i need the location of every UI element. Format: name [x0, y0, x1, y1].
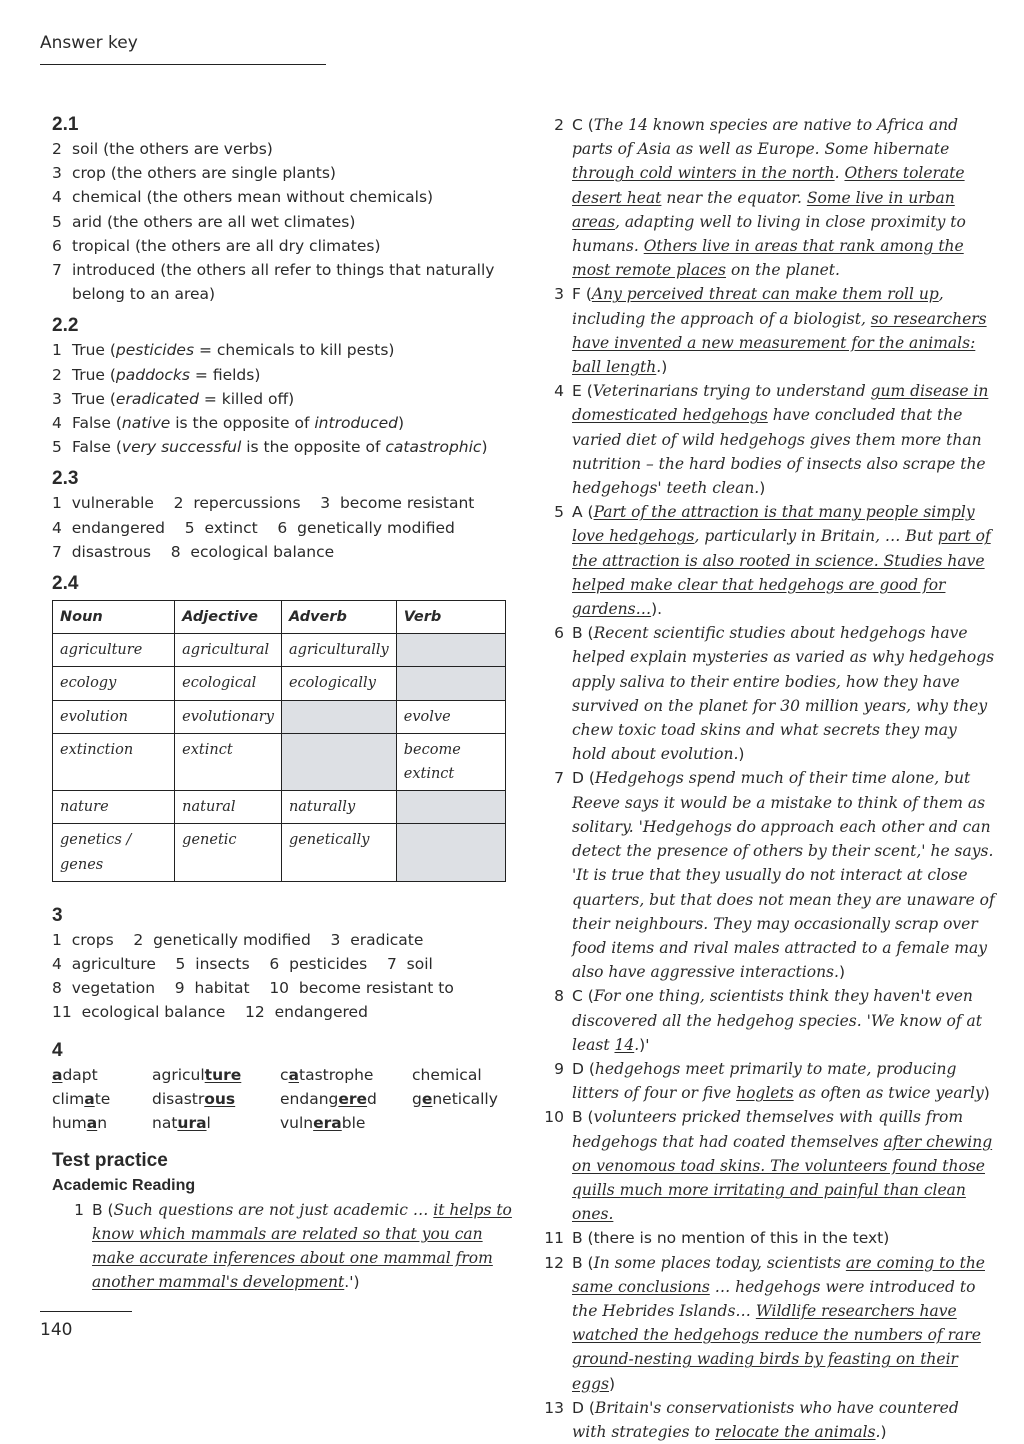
table-cell — [281, 700, 396, 733]
item-text: False (native is the opposite of introduced) — [72, 414, 405, 433]
item-number: 2 — [52, 140, 62, 158]
answer-text: D (Hedgehogs spend much of their time alone, but Reeve says it would be a mistake to think of them as solitary. 'Hedgehogs do approach each other and can detect the presence of others by their scent,' he says. 'It is true that they usually do not interact at close quarters, but that does not mean they are unaware of their neighbours. They may occasionally scrap over food items and rival males attracted to a female may also have aggressive interactions.) — [572, 769, 995, 982]
item-text: True (pesticides = chemicals to kill pests) — [72, 341, 395, 360]
table-cell: genetic — [175, 824, 282, 881]
answer-item — [530, 621, 995, 766]
header-rule — [40, 64, 326, 65]
answer-text: D (hedgehogs meet primarily to mate, producing litters of four or five hoglets as often as twice yearly) — [572, 1059, 990, 1103]
answer-item — [530, 113, 995, 282]
table-header-row — [53, 601, 506, 634]
answer-number: 12 — [544, 1253, 564, 1272]
item-text: soil (the others are verbs) — [72, 140, 273, 158]
list-item — [52, 137, 512, 161]
item-text: chemical (the others mean without chemicals) — [72, 188, 434, 207]
list-item — [52, 435, 512, 459]
left-column — [52, 113, 512, 1295]
table-cell: ecology — [53, 667, 175, 700]
answer-number: 8 — [554, 987, 564, 1006]
answer-number: 4 — [554, 382, 564, 401]
answer-item — [530, 766, 995, 984]
table-cell: nature — [53, 791, 175, 824]
stress-word: agriculture — [152, 1065, 242, 1084]
stress-word: climate — [52, 1089, 111, 1108]
stress-word: chemical — [412, 1065, 482, 1084]
answer-line: 8 vegetation 9 habitat 10 become resistant to — [52, 979, 454, 998]
answer-text: E (Veterinarians trying to understand gum disease in domesticated hedgehogs have concluded that the varied diet of wild hedgehogs gives them more than nutrition – the hard bodies of insects also scrape the hedgehogs' teeth clean.) — [572, 382, 989, 498]
answer-letter: B ( — [92, 1200, 114, 1219]
table-cell: naturally — [281, 791, 396, 824]
stress-word: adapt — [52, 1065, 98, 1084]
item-number: 4 — [52, 188, 62, 207]
table-cell: extinct — [175, 733, 282, 790]
item-text: False (very successful is the opposite of catastrophic) — [72, 438, 488, 457]
table-cell: agriculture — [53, 634, 175, 667]
list-item — [52, 234, 512, 258]
item-text: crop (the others are single plants) — [72, 164, 336, 183]
word-forms-table — [52, 600, 506, 882]
answer-line: 4 agriculture 5 insects 6 pesticides 7 soil — [52, 955, 433, 974]
answer-item — [530, 1251, 995, 1396]
table-cell: agriculturally — [281, 634, 396, 667]
table-cell: genetics / genes — [53, 824, 175, 881]
answer-item — [530, 1057, 995, 1105]
item-text: arid (the others are all wet climates) — [72, 212, 356, 231]
list-item — [52, 338, 512, 362]
column-header: Verb — [396, 601, 505, 634]
answer-item — [530, 984, 995, 1057]
answer-list — [52, 338, 512, 459]
answer-number: 1 — [74, 1200, 84, 1219]
answer-item — [530, 1105, 995, 1226]
item-number: 3 — [52, 164, 62, 183]
list-item — [52, 363, 512, 387]
table-row — [53, 634, 506, 667]
answer-item — [530, 282, 995, 379]
table-cell: extinction — [53, 733, 175, 790]
table-row — [53, 733, 506, 790]
table-cell — [396, 824, 505, 881]
answer-list — [52, 137, 512, 306]
answer-text: C (For one thing, scientists think they haven't even discovered all the hedgehog species. 'We know of at least 14.)' — [572, 987, 983, 1054]
answer-item — [530, 1396, 995, 1444]
answer-text: B (In some places today, scientists are coming to the same conclusions … hedgehogs were introduced to the Hebrides Islands… Wildlife researchers have watched the hedgehogs reduce the numbers of rare ground-nesting wading birds by feasting on their eggs) — [572, 1253, 985, 1393]
answer-line: 1 crops 2 genetically modified 3 eradicate — [52, 930, 424, 949]
table-cell: evolution — [53, 700, 175, 733]
item-number: 3 — [52, 389, 62, 408]
stress-word-grid — [52, 1063, 512, 1136]
table-cell: agricultural — [175, 634, 282, 667]
section-2-3 — [52, 467, 512, 564]
answer-number: 5 — [554, 503, 564, 522]
table-row — [53, 791, 506, 824]
answer-line: 1 vulnerable 2 repercussions 3 become resistant — [52, 494, 475, 513]
column-header: Adverb — [281, 601, 396, 634]
stress-word — [412, 1111, 512, 1135]
table-row — [53, 700, 506, 733]
item-number: 6 — [52, 236, 62, 255]
section-title: 2.2 — [52, 315, 79, 337]
answer-number: 2 — [554, 116, 564, 134]
column-header: Noun — [53, 601, 175, 634]
answer-text: B (volunteers pricked themselves with quills from hedgehogs that had coated themselves after chewing on venomous toad skins. The volunteers found those quills much more irritating and painful than clean ones. — [572, 1108, 993, 1224]
table-cell: evolve — [396, 700, 505, 733]
section-title: 2.4 — [52, 573, 79, 595]
stress-word: endangered — [280, 1089, 377, 1108]
list-item — [52, 185, 512, 209]
stress-word: genetically — [412, 1089, 498, 1108]
section-3 — [52, 904, 512, 1025]
item-text: True (paddocks = fields) — [72, 365, 261, 384]
section-title: 4 — [52, 1039, 63, 1061]
list-item — [52, 161, 512, 185]
answer-number: 13 — [544, 1398, 564, 1417]
answer-number: 10 — [544, 1108, 564, 1127]
column-header: Adjective — [175, 601, 282, 634]
table-cell — [396, 634, 505, 667]
section-4 — [52, 1039, 512, 1136]
section-2-4 — [52, 572, 512, 882]
section-2-1 — [52, 113, 512, 306]
answer-text: A (Part of the attraction is that many people simply love hedgehogs, particularly in Britain, … But part of the attraction is also rooted in science. Studies have helped make clear that hedgehogs are good for gardens…). — [572, 503, 991, 619]
answer-number: 9 — [554, 1059, 564, 1078]
item-number: 2 — [52, 365, 62, 384]
table-row — [53, 667, 506, 700]
table-cell: become extinct — [396, 733, 505, 790]
answer-number: 6 — [554, 624, 564, 643]
answer-number: 7 — [554, 769, 564, 788]
test-practice-subtitle: Academic Reading — [52, 1176, 196, 1194]
answer-line: 7 disastrous 8 ecological balance — [52, 542, 335, 561]
answer-text: B (there is no mention of this in the text) — [572, 1229, 890, 1248]
answer-quote: Such questions are not just academic … — [113, 1200, 434, 1219]
answer-line: 11 ecological balance 12 endangered — [52, 1003, 368, 1022]
test-practice-title: Test practice — [52, 1150, 168, 1172]
section-title: 3 — [52, 904, 63, 926]
answer-end: .') — [344, 1273, 360, 1292]
stress-word: vulnerable — [280, 1114, 366, 1133]
answer-quote-underlined: it helps to know which mammals are related so that you can make accurate inferences about one mammal from another mammal's development — [92, 1200, 512, 1292]
table-cell — [396, 667, 505, 700]
table-cell: genetically — [281, 824, 396, 881]
footer-rule — [40, 1311, 132, 1312]
answer-number: 3 — [554, 285, 564, 304]
answer-text: B (Recent scientific studies about hedgehogs have helped explain mysteries as varied as why hedgehogs apply saliva to their entire bodies, how they have survived on the planet for 30 million years, why they chew toxic toad skins and what secrets they may hold about evolution.) — [572, 624, 995, 764]
stress-word: human — [52, 1114, 108, 1133]
item-number: 1 — [52, 341, 62, 360]
answers-list — [530, 113, 995, 1444]
table-row — [53, 824, 506, 881]
stress-word: natural — [152, 1114, 211, 1133]
running-header: Answer key — [40, 33, 138, 53]
item-text: introduced (the others all refer to things that naturally belong to an area) — [72, 261, 495, 304]
section-title: 2.3 — [52, 468, 79, 490]
item-text: tropical (the others are all dry climates) — [72, 236, 381, 255]
list-item — [52, 387, 512, 411]
item-number: 4 — [52, 414, 62, 433]
table-cell: ecologically — [281, 667, 396, 700]
section-title: 2.1 — [52, 114, 79, 135]
table-cell: evolutionary — [175, 700, 282, 733]
answer-number: 11 — [544, 1229, 564, 1248]
page-number: 140 — [40, 1320, 73, 1340]
answer-item — [530, 1226, 995, 1250]
answer-text: D (Britain's conservationists who have countered with strategies to relocate the animals.) — [572, 1398, 959, 1441]
item-number: 5 — [52, 212, 62, 231]
list-item — [52, 210, 512, 234]
table-cell — [281, 733, 396, 790]
answer-text: C (The 14 known species are native to Africa and parts of Asia as well as Europe. Some hibernate through cold winters in the north. Others tolerate desert heat near the equator. Some live in urban areas, adapting well to living in close proximity to humans. Others live in areas that rank among the most remote places on the planet. — [572, 116, 966, 280]
table-cell: ecological — [175, 667, 282, 700]
answer-item — [530, 500, 995, 621]
item-number: 5 — [52, 438, 62, 457]
stress-word: catastrophe — [280, 1065, 374, 1084]
list-item — [52, 411, 512, 435]
list-item — [52, 258, 512, 306]
answer-text: F (Any perceived threat can make them roll up, including the approach of a biologist, so researchers have invented a new measurement for the animals: ball length.) — [572, 285, 987, 377]
answer-line: 4 endangered 5 extinct 6 genetically modified — [52, 518, 455, 537]
answer-text — [92, 1198, 512, 1295]
table-cell — [396, 791, 505, 824]
item-text: True (eradicated = killed off) — [72, 389, 295, 408]
table-cell: natural — [175, 791, 282, 824]
item-number: 7 — [52, 261, 62, 280]
answer-item — [50, 1198, 512, 1295]
stress-word: disastrous — [152, 1089, 236, 1108]
right-column — [530, 113, 995, 1444]
section-2-2 — [52, 314, 512, 459]
answer-item — [530, 379, 995, 500]
